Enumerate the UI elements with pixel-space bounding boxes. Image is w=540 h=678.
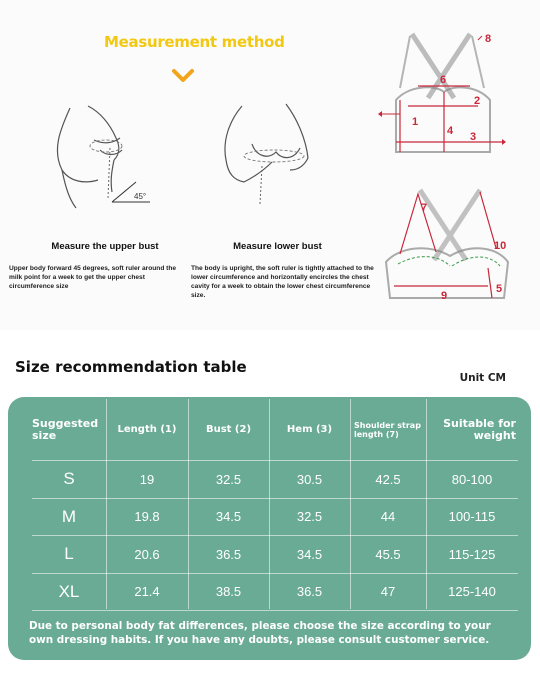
front-number-2: 2: [474, 95, 481, 107]
chevron-down-icon: [171, 68, 195, 84]
size-table-title: Size recommendation table: [15, 358, 247, 376]
size-cell: M: [61, 506, 77, 526]
bust-cell: 34.5: [215, 509, 242, 525]
bust-cell: 36.5: [215, 546, 242, 562]
hem-cell: 30.5: [296, 471, 323, 487]
header-bust: Bust (2): [205, 424, 252, 435]
hem-cell: 36.5: [296, 584, 323, 600]
length-cell: 19: [139, 471, 155, 487]
front-number-3: 3: [470, 131, 477, 143]
front-number-6: 6: [440, 74, 447, 86]
hem-cell: 34.5: [296, 546, 323, 562]
length-cell: 21.4: [134, 584, 160, 600]
bust-cell: 38.5: [215, 584, 242, 600]
lower-bust-description: The body is upright, the soft ruler is tightly attached to the lower circumference and horizontally encircles the chest cavity for a week to obtain the lower chest circumference size.: [191, 265, 374, 299]
back-number-10: 10: [494, 240, 507, 252]
unit-label: Unit CM: [459, 372, 506, 384]
back-number-5: 5: [496, 283, 503, 295]
size-table: [32, 399, 518, 611]
front-number-4: 4: [447, 125, 454, 137]
header-hem: Hem (3): [286, 424, 333, 435]
length-cell: 19.8: [134, 509, 160, 525]
strap-cell: 45.5: [375, 546, 401, 562]
front-number-8: 8: [485, 33, 492, 45]
header-weight: Suitable for weight: [443, 416, 516, 442]
measurement-guide: [0, 0, 540, 330]
back-number-9: 9: [441, 290, 448, 302]
bra-front-diagram: [378, 28, 518, 160]
table-row: [32, 499, 518, 537]
strap-cell: 42.5: [375, 471, 401, 487]
weight-cell: 115-125: [448, 546, 496, 562]
back-number-7: 7: [421, 202, 428, 214]
upper-bust-description: Upper body forward 45 degrees, soft ruler around the milk point for a week to get the upper chest circumference size: [9, 265, 177, 290]
angle-label: 45°: [134, 192, 147, 201]
lower-bust-figure: [212, 100, 332, 212]
length-cell: 20.6: [134, 546, 160, 562]
upper-bust-caption: Measure the upper bust: [51, 241, 159, 252]
bust-cell: 32.5: [215, 471, 242, 487]
size-cell: L: [64, 544, 74, 564]
header-shoulder-strap: Shoulder strap length (7): [354, 420, 421, 439]
header-length: Length (1): [117, 424, 177, 435]
table-header-row: [32, 399, 518, 461]
lower-bust-caption: Measure lower bust: [233, 241, 322, 252]
strap-cell: 47: [380, 584, 396, 600]
table-row: [32, 536, 518, 574]
size-cell: XL: [58, 581, 80, 601]
size-table-card: [8, 397, 531, 660]
table-row: [32, 574, 518, 612]
front-number-1: 1: [412, 116, 419, 128]
weight-cell: 125-140: [448, 584, 496, 600]
weight-cell: 80-100: [451, 471, 493, 487]
header-suggested-size: Suggested size: [32, 416, 99, 442]
strap-cell: 44: [380, 509, 396, 525]
hem-cell: 32.5: [296, 509, 323, 525]
sizing-note: Due to personal body fat differences, please choose the size according to your own dressing habits. If you have any doubts, please consult customer service.: [29, 620, 491, 646]
measurement-method-title: Measurement method: [104, 33, 285, 51]
upper-bust-figure: [40, 100, 170, 212]
weight-cell: 100-115: [448, 509, 496, 525]
size-cell: S: [63, 469, 75, 489]
table-row: [32, 461, 518, 499]
